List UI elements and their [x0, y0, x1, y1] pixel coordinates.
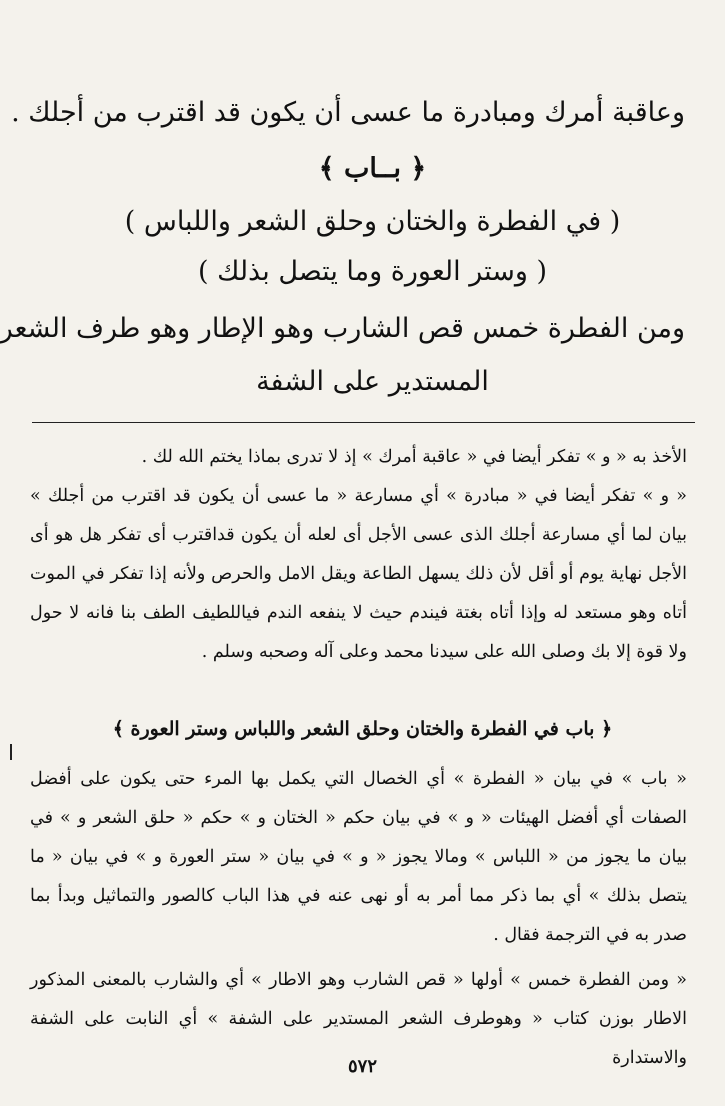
chapter-subtitle: ( وستر العورة وما يتصل بذلك )	[197, 256, 548, 287]
main-text-line: وعاقبة أمرك ومبادرة ما عسى أن يكون قد اقترب من أجلك .	[11, 97, 685, 128]
page-number: ٥٧٢	[347, 1056, 377, 1077]
chapter-subtitle: ( في الفطرة والختان وحلق الشعر واللباس )	[124, 206, 621, 237]
main-text-line: المستدير على الشفة	[256, 366, 489, 397]
commentary-paragraph: « باب » في بيان « الفطرة » أي الخصال التي يكمل بها المرء حتى يكون على أفضل الصفات أي أفضل الهيئات « و » في بيان حكم « الختان و » حكم « حلق الشعر و » في بيان ما يجوز من « اللباس » ومالا يجوز « و » في بيان « ستر العورة و » في بيان « ما يتصل بذلك » أي بما ذكر مما أمر به أو نهى عنه في هذا الباب كالصور والتماثيل وبدأ بما صدر به في الترجمة فقال .	[30, 769, 687, 945]
main-text-line: ومن الفطرة خمس قص الشارب وهو الإطار وهو طرف الشعر	[0, 313, 685, 344]
section-divider	[32, 422, 695, 423]
commentary-paragraph: « ومن الفطرة خمس » أولها « قص الشارب وهو الاطار » أي والشارب بالمعنى المذكور الاطار بوزن كتاب « وهوطرف الشعر المستدير على الشفة » أي النابت على الشفة والاستدارة	[30, 970, 687, 1068]
section-heading: ﴿ باب في الفطرة والختان وحلق الشعر واللباس وستر العورة ﴾	[112, 718, 613, 740]
chapter-heading: ﴿ بــاب ﴾	[318, 153, 427, 184]
commentary-paragraph: الأخذ به « و » تفكر أيضا في « عاقبة أمرك » إذ لا تدرى بماذا يختم الله لك .	[141, 447, 687, 467]
margin-mark	[10, 744, 12, 760]
commentary-block	[30, 760, 687, 1078]
commentary-block	[30, 438, 687, 672]
commentary-paragraph: « و » تفكر أيضا في « مبادرة » أي مسارعة « ما عسى أن يكون قد اقترب من أجلك » بيان لما أي مسارعة أجلك الذى عسى الأجل أى لعله أن يكون قداقترب أى تفكر هل هو أى الأجل نهاية يوم أو أقل لأن ذلك يسهل الطاعة ويقل الامل والحرص ولأنه إذا تفكر في الموت أتاه وهو مستعد له وإذا أتاه بغتة فيندم حيث لا ينفعه الندم فياللطيف الطف بنا فانه لا حول ولا قوة إلا بك وصلى الله على سيدنا محمد وعلى آله وصحبه وسلم .	[30, 486, 687, 662]
